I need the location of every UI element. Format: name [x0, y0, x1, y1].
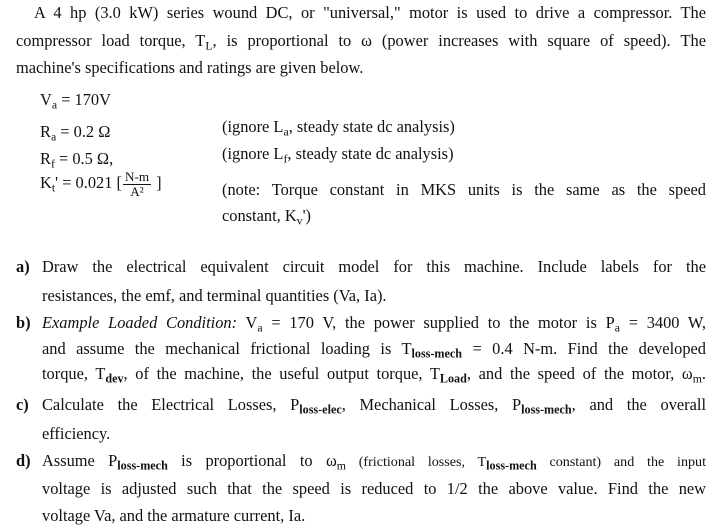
spec-rf-note: (ignore $L_f$, steady state dc analysis)	[222, 144, 454, 166]
spec-va: $V_a = 170V$	[40, 90, 111, 112]
question-d-line-3: voltage Va, and the armature current, Ia.	[42, 506, 306, 525]
question-b-line-3: torque, $T_{dev}$, of the machine, the useful output torque, $T_{Load}$, and the speed of the motor, $\omega_m$.	[42, 364, 706, 386]
question-d-label: d)	[16, 451, 31, 470]
spec-ra-note: (ignore $L_a$, steady state dc analysis)	[222, 117, 455, 139]
question-b-line-1: Example Loaded Condition: $V_a = 170$ V, the power supplied to the motor is $P_a = 3400$ W,	[42, 313, 706, 335]
intro-line-1	[34, 3, 706, 23]
units-fraction: $\frac{N-m}{\text{A²}}$	[124, 169, 150, 199]
question-c-label: c)	[16, 395, 29, 414]
spec-rf: $R_f = 0.5$ Ω,	[40, 149, 114, 171]
question-c-line-2: efficiency.	[42, 424, 111, 443]
intro-text: machine's specifications and ratings are given below.	[16, 58, 364, 77]
question-a-line-1: Draw the electrical equivalent circuit model for this machine. Include labels for the	[42, 257, 706, 276]
intro-text: compressor load torque, T	[16, 31, 206, 50]
spec-kt-note-2: constant, $K_v'$)	[222, 206, 311, 228]
question-d-line-1: Assume $P_{loss-mech}$ is proportional to $\omega_m$ (frictional losses, $T_{loss-mech}$ constant) and the input	[42, 451, 707, 473]
question-c-line-1: Calculate the Electrical Losses, $P_{loss-elec}$, Mechanical Losses, $P_{loss-mech}$, and the overall	[42, 395, 707, 417]
question-d-line-2: voltage is adjusted such that the speed is reduced to 1/2 the above value. Find the new	[42, 479, 706, 498]
question-b-line-2: and assume the mechanical frictional loading is $T_{loss-mech} = 0.4$ N-m. Find the developed	[42, 339, 706, 361]
intro-text: A 4 hp (3.0 kW) series wound DC, or "universal," motor is used to drive a compressor. The	[34, 3, 706, 22]
question-a-label: a)	[16, 257, 30, 276]
intro-line-2	[16, 31, 706, 52]
question-b-label: b)	[16, 313, 31, 332]
spec-kt: $K_t' = 0.021$ [ $\frac{N-m}{\text{A²}}$ ]	[40, 169, 162, 199]
subscript: L	[205, 38, 213, 53]
intro-text: , is proportional to ω (power increases with square of speed). The	[212, 31, 707, 50]
intro-line-3	[16, 58, 363, 78]
question-a-line-2: resistances, the emf, and terminal quantities (Va, Ia).	[42, 286, 387, 305]
spec-kt-note-1: (note: Torque constant in MKS units is the same as the speed	[222, 180, 706, 199]
spec-ra: $R_a = 0.2$ Ω	[40, 122, 111, 144]
